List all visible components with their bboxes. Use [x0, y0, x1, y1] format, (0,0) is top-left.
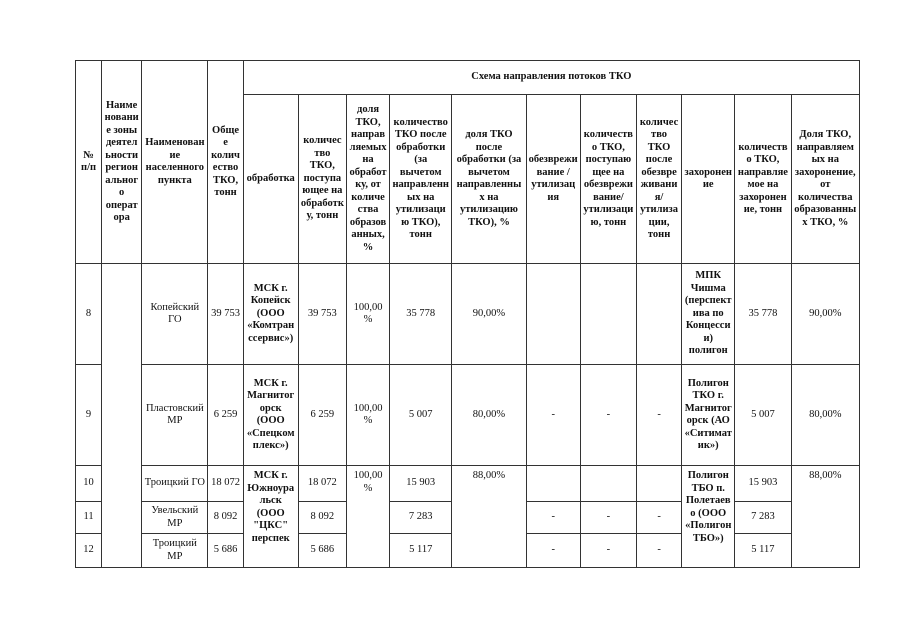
- cell-total: 5 686: [208, 534, 243, 568]
- cell-neut-after: [636, 264, 681, 365]
- cell-qty-disposal: 5 117: [735, 534, 791, 568]
- cell-neutralization: -: [526, 502, 580, 534]
- header-qty-after-neutralization: количество ТКО после обезвреживания/утилизации, тонн: [636, 95, 681, 264]
- cell-qty-in: 18 072: [298, 466, 346, 502]
- cell-settlement: Троицкий МР: [142, 534, 208, 568]
- cell-processing: МСК г. Магнитогорск (ООО «Спецкомплекс»): [243, 365, 298, 466]
- cell-qty-disposal: 5 007: [735, 365, 791, 466]
- cell-neut-after: [636, 466, 681, 502]
- cell-neut-after: -: [636, 534, 681, 568]
- cell-share-in: 100,00 %: [346, 264, 389, 365]
- header-share-disposal: Доля ТКО, направляемых на захоронение, от количества образованных ТКО, %: [791, 95, 859, 264]
- header-qty-to-disposal: количество ТКО, направляемое на захоронение, тонн: [735, 95, 791, 264]
- header-share-processed: доля ТКО, направляемых на обработку, от количества образованных, %: [346, 95, 389, 264]
- cell-settlement: Копейский ГО: [142, 264, 208, 365]
- cell-neutralization: -: [526, 534, 580, 568]
- header-num: № п/п: [76, 61, 102, 264]
- cell-qty-disposal: 15 903: [735, 466, 791, 502]
- header-processing: обработка: [243, 95, 298, 264]
- cell-total: 8 092: [208, 502, 243, 534]
- cell-num: 10: [76, 466, 102, 502]
- cell-qty-disposal: 7 283: [735, 502, 791, 534]
- cell-share-after: 80,00%: [452, 365, 526, 466]
- cell-share-disposal: 90,00%: [791, 264, 859, 365]
- cell-neutralization: [526, 466, 580, 502]
- cell-neut-in: -: [580, 534, 636, 568]
- cell-num: 9: [76, 365, 102, 466]
- cell-neut-in: -: [580, 365, 636, 466]
- cell-qty-after: 5 007: [390, 365, 452, 466]
- cell-num: 8: [76, 264, 102, 365]
- cell-share-disposal: 80,00%: [791, 365, 859, 466]
- header-row-1: [76, 61, 860, 95]
- cell-neutralization: [526, 264, 580, 365]
- cell-share-disposal-group: 88,00%: [791, 466, 859, 568]
- cell-num: 11: [76, 502, 102, 534]
- cell-neutralization: -: [526, 365, 580, 466]
- cell-qty-after: 35 778: [390, 264, 452, 365]
- cell-qty-after: 5 117: [390, 534, 452, 568]
- cell-neut-in: -: [580, 502, 636, 534]
- header-qty-after-processing: количество ТКО после обработки (за вычетом направленных на утилизацию ТКО), тонн: [390, 95, 452, 264]
- cell-total: 18 072: [208, 466, 243, 502]
- header-total: Общее количество ТКО, тонн: [208, 61, 243, 264]
- table-row: [76, 264, 860, 365]
- cell-num: 12: [76, 534, 102, 568]
- cell-total: 6 259: [208, 365, 243, 466]
- header-share-after-processing: доля ТКО после обработки (за вычетом направленных на утилизацию ТКО), %: [452, 95, 526, 264]
- cell-qty-in: 39 753: [298, 264, 346, 365]
- cell-total: 39 753: [208, 264, 243, 365]
- cell-disposal: Полигон ТКО г. Магнитогорск (АО «Ситиматик»): [682, 365, 735, 466]
- header-qty-to-processing: количество ТКО, поступающее на обработку, тонн: [298, 95, 346, 264]
- cell-zone: [102, 264, 142, 568]
- cell-qty-after: 15 903: [390, 466, 452, 502]
- cell-qty-disposal: 35 778: [735, 264, 791, 365]
- header-qty-to-neutralization: количество ТКО, поступающее на обезвреживание/утилизацию, тонн: [580, 95, 636, 264]
- cell-settlement: Троицкий ГО: [142, 466, 208, 502]
- cell-disposal-group: Полигон ТБО п. Полетаево (ООО «Полигон ТБО»): [682, 466, 735, 568]
- cell-qty-in: 5 686: [298, 534, 346, 568]
- cell-qty-in: 8 092: [298, 502, 346, 534]
- header-disposal: захоронение: [682, 95, 735, 264]
- cell-share-after-group: 88,00%: [452, 466, 526, 568]
- cell-neut-in: [580, 264, 636, 365]
- cell-share-in-group: 100,00 %: [346, 466, 389, 568]
- cell-share-after: 90,00%: [452, 264, 526, 365]
- cell-processing: МСК г. Копейск (ООО «Комтранссервис»): [243, 264, 298, 365]
- cell-neut-after: -: [636, 365, 681, 466]
- table-row: [76, 466, 860, 502]
- header-settlement: Наименование населенного пункта: [142, 61, 208, 264]
- cell-share-in: 100,00 %: [346, 365, 389, 466]
- cell-neut-after: -: [636, 502, 681, 534]
- header-neutralization: обезвреживание / утилизация: [526, 95, 580, 264]
- cell-processing-group: МСК г. Южноуральск (ООО "ЦКС" перспек: [243, 466, 298, 568]
- cell-disposal: МПК Чишма (перспектива по Концессии) полигон: [682, 264, 735, 365]
- cell-qty-after: 7 283: [390, 502, 452, 534]
- waste-flow-table: [75, 60, 860, 568]
- cell-settlement: Пластовский МР: [142, 365, 208, 466]
- table-row: [76, 365, 860, 466]
- cell-qty-in: 6 259: [298, 365, 346, 466]
- cell-settlement: Увельский МР: [142, 502, 208, 534]
- header-zone: Наименование зоны деятельности регионального оператора: [102, 61, 142, 264]
- header-scheme: Схема направления потоков ТКО: [243, 61, 859, 95]
- cell-neut-in: [580, 466, 636, 502]
